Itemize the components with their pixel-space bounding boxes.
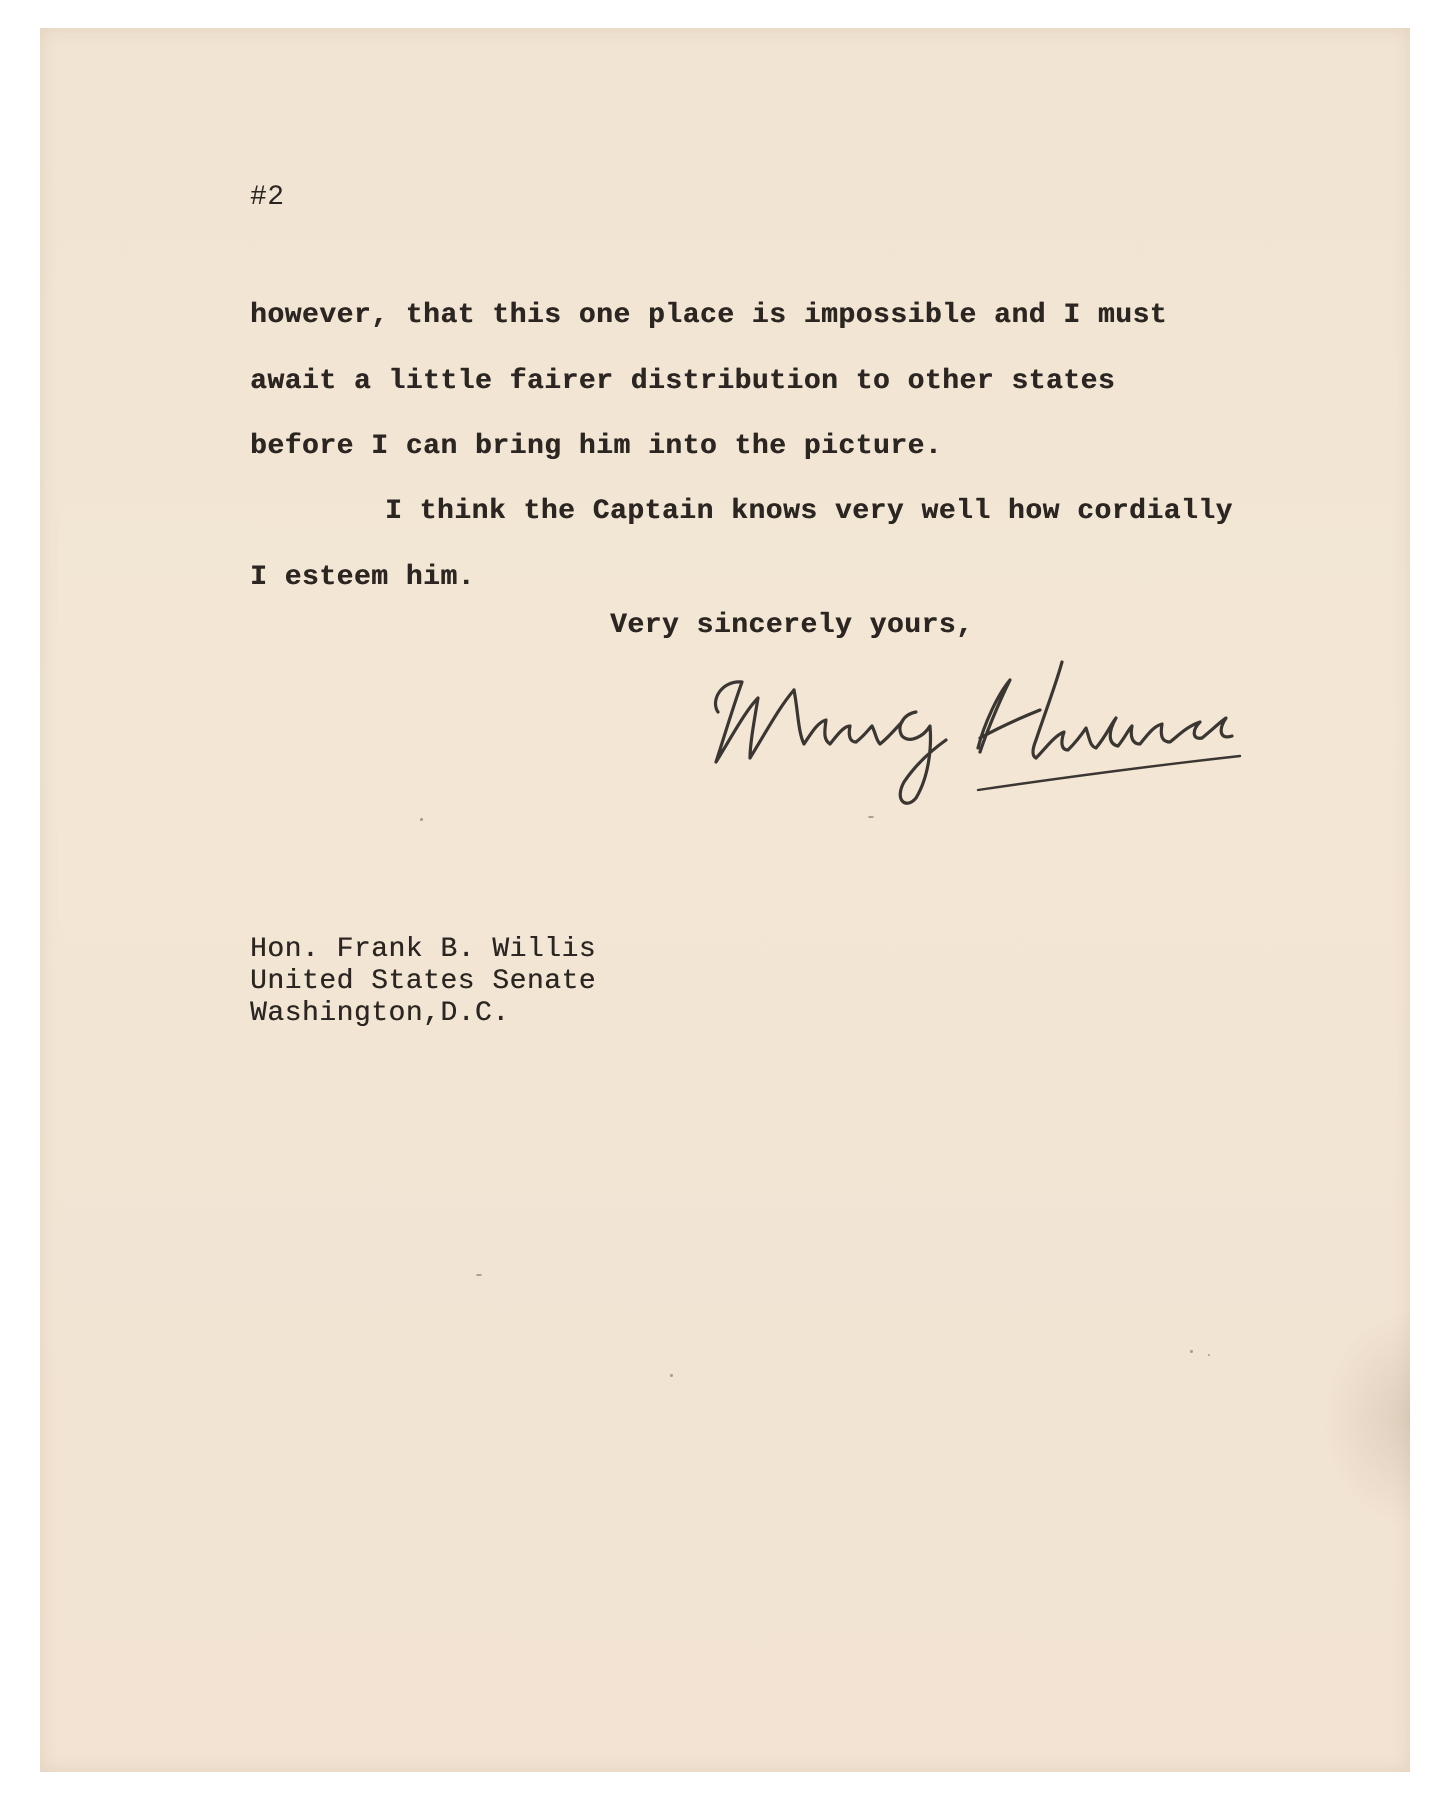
paper-speck <box>420 818 423 821</box>
address-line-3: Washington,D.C. <box>250 998 510 1029</box>
address-line-1: Hon. Frank B. Willis <box>250 934 597 965</box>
address-line-2: United States Senate <box>250 966 597 997</box>
paper-speck <box>868 816 874 818</box>
body-line-3: before I can bring him into the picture. <box>250 431 943 462</box>
body-line-4: I think the Captain knows very well how cordially <box>385 496 1233 527</box>
paper-speck <box>670 1374 673 1377</box>
handwritten-signature <box>680 640 1340 810</box>
body-line-2: await a little fairer distribution to other states <box>250 366 1116 397</box>
letter-page <box>40 28 1410 1772</box>
paper-speck <box>1190 1350 1193 1353</box>
paper-speck <box>476 1274 482 1276</box>
page-number: #2 <box>250 182 285 213</box>
body-line-5: I esteem him. <box>250 562 475 593</box>
paper-speck <box>1208 1354 1210 1356</box>
body-line-1: however, that this one place is impossible and I must <box>250 300 1168 331</box>
closing: Very sincerely yours, <box>610 610 974 641</box>
